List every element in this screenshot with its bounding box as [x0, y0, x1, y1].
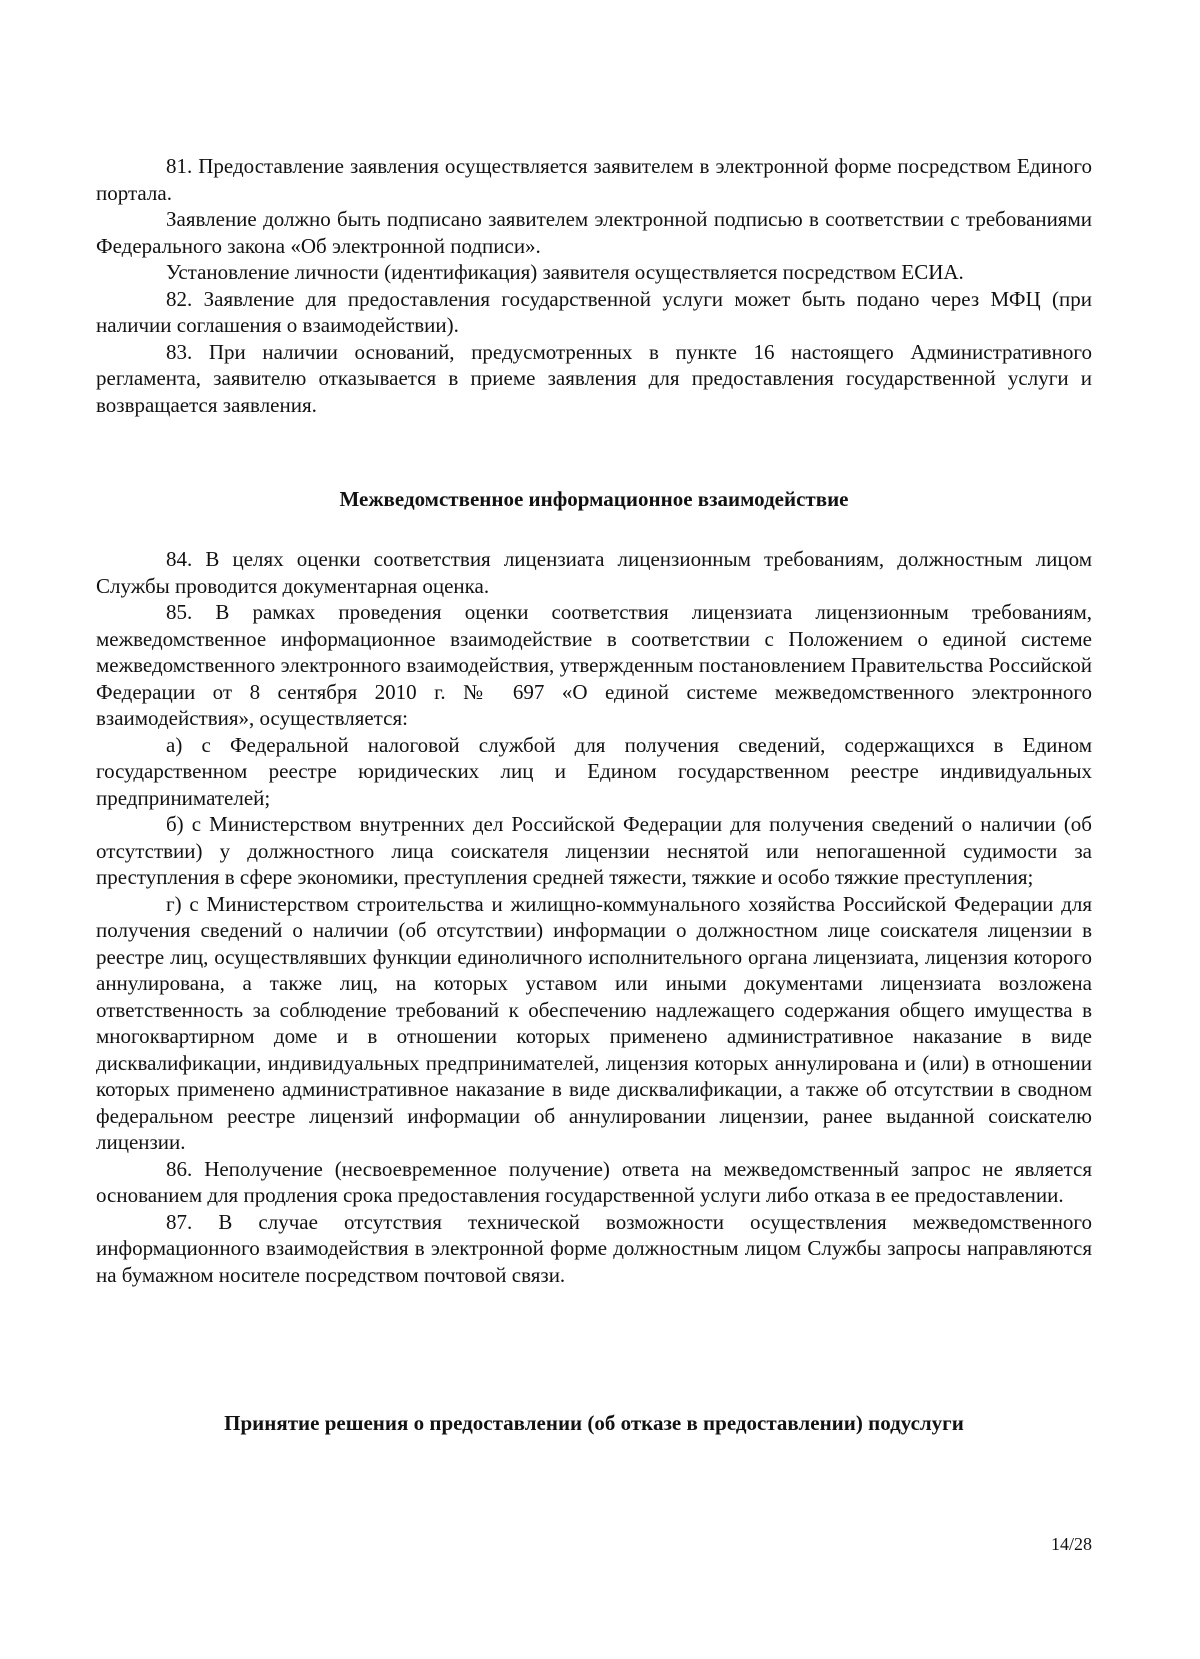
paragraph-86: 86. Неполучение (несвоевременное получение) ответа на межведомственный запрос не является основанием для продления срока предоставления государственной услуги либо отказа в ее предоставлении. [96, 1156, 1092, 1207]
paragraph-signature: Заявление должно быть подписано заявителем электронной подписью в соответствии с требованиями Федерального закона «Об электронной подписи». [96, 207, 1092, 258]
paragraph-85: 85. В рамках проведения оценки соответствия лицензиата лицензионным требованиям, межведомственное информационное взаимодействие в соответствии с Положением о единой системе межведомственного электронного взаимодействия, утвержденным постановлением Правительства Российской Федерации от 8 сентября 2010 г. № 697 «О единой системе межведомственного электронного взаимодействия», осуществляется: [96, 600, 1092, 730]
page-number: 14/28 [1050, 1534, 1092, 1554]
paragraph-84: 84. В целях оценки соответствия лицензиата лицензионным требованиям, должностным лицом Службы проводится документарная оценка. [96, 547, 1092, 598]
section-heading-interagency: Межведомственное информационное взаимодействие [339, 487, 849, 511]
paragraph-82: 82. Заявление для предоставления государственной услуги может быть подано через МФЦ (при наличии соглашения о взаимодействии). [96, 286, 1092, 337]
paragraph-85-a: а) с Федеральной налоговой службой для получения сведений, содержащихся в Едином государственном реестре юридических лиц и Едином государственном реестре индивидуальных предпринимателей; [96, 732, 1092, 810]
section-heading-decision: Принятие решения о предоставлении (об отказе в предоставлении) подуслуги [224, 1411, 964, 1435]
paragraph-87: 87. В случае отсутствия технической возможности осуществления межведомственного информационного взаимодействия в электронной форме должностным лицом Службы запросы направляются на бумажном носителе посредством почтовой связи. [96, 1209, 1092, 1287]
paragraph-85-g: г) с Министерством строительства и жилищно-коммунального хозяйства Российской Федерации для получения сведений о наличии (об отсутствии) информации о должностном лице соискателя лицензии в реестре лиц, осуществлявших функции единоличного исполнительного органа лицензиата, лицензия которого аннулирована, а также лиц, на которых уставом или иными документами лицензиата возложена ответственность за соблюдение требований к обеспечению надлежащего содержания общего имущества в многоквартирном доме и в отношении которых применено административное наказание в виде дисквалификации, индивидуальных предпринимателей, лицензия которых аннулирована и (или) в отношении которых применено административное наказание в виде дисквалификации, а также об отсутствии в сводном федеральном реестре лицензий информации об аннулировании лицензии, ранее выданной соискателю лицензии. [96, 891, 1092, 1154]
text-block-interagency [96, 546, 1092, 1288]
text-block-applications [96, 153, 1092, 418]
paragraph-83: 83. При наличии оснований, предусмотренных в пункте 16 настоящего Административного регламента, заявителю отказывается в приеме заявления для предоставления государственной услуги и возвращается заявления. [96, 339, 1092, 417]
paragraph-85-b: б) с Министерством внутренних дел Российской Федерации для получения сведений о наличии (об отсутствии) у должностного лица соискателя лицензии неснятой или непогашенной судимости за преступления в сфере экономики, преступления средней тяжести, тяжкие и особо тяжкие преступления; [96, 812, 1092, 889]
paragraph-81: 81. Предоставление заявления осуществляется заявителем в электронной форме посредством Единого портала. [96, 154, 1092, 205]
paragraph-identification: Установление личности (идентификация) заявителя осуществляется посредством ЕСИА. [166, 260, 964, 284]
